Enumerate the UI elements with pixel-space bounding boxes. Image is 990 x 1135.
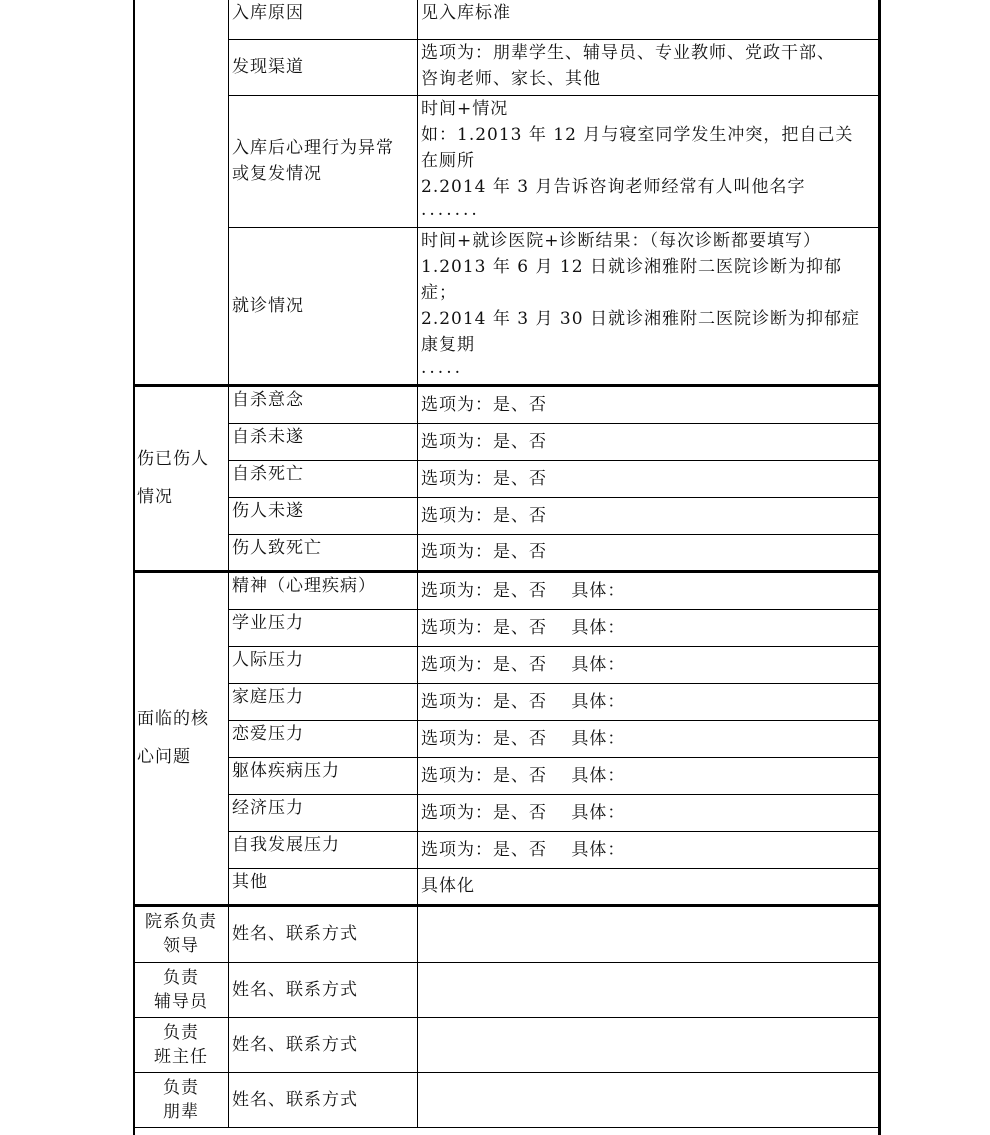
row-label: 伤人致死亡 (229, 534, 418, 571)
contact-value (418, 1017, 881, 1072)
table-row (134, 646, 881, 683)
row-label: 自杀未遂 (229, 423, 418, 460)
row-value: 具体化 (418, 868, 881, 905)
table-row (134, 423, 881, 460)
row-label: 恋爱压力 (229, 720, 418, 757)
role-cell: 院系负责 领导 (134, 905, 229, 962)
category-cell: 面临的核 心问题 (134, 571, 229, 905)
row-value: 时间+情况 如：1.2013 年 12 月与寝室同学发生冲突，把自己关 在厕所 2.2014 年 3 月告诉咨询老师经常有人叫他名字 ....... (418, 95, 881, 227)
table-row (134, 227, 881, 385)
row-label: 就诊情况 (229, 227, 418, 385)
table-row (134, 460, 881, 497)
row-value: 选项为：是、否 具体： (418, 831, 881, 868)
row-label: 姓名、联系方式 (229, 905, 418, 962)
table-row (134, 0, 881, 39)
row-label: 入库后心理行为异常 或复发情况 (229, 95, 418, 227)
row-value: 选项为：是、否 具体： (418, 720, 881, 757)
table-row (134, 39, 881, 95)
row-value: 见入库标准 (418, 0, 881, 39)
table-row (134, 385, 881, 423)
row-label: 自我发展压力 (229, 831, 418, 868)
row-value: 选项为：是、否 具体： (418, 609, 881, 646)
table-row (134, 962, 881, 1017)
row-label: 姓名、联系方式 (229, 962, 418, 1017)
table-row (134, 868, 881, 905)
row-value: 选项为：是、否 具体： (418, 757, 881, 794)
table-row (134, 1017, 881, 1072)
row-value: 选项为：是、否 (418, 534, 881, 571)
row-value: 选项为：是、否 具体： (418, 571, 881, 609)
row-label: 人际压力 (229, 646, 418, 683)
row-label: 精神（心理疾病） (229, 571, 418, 609)
table-row (134, 720, 881, 757)
row-value: 选项为：是、否 (418, 423, 881, 460)
row-label: 学业压力 (229, 609, 418, 646)
empty-category-cell (134, 0, 229, 385)
table-row (134, 683, 881, 720)
row-label: 发现渠道 (229, 39, 418, 95)
table-row (134, 609, 881, 646)
table-row (134, 794, 881, 831)
row-label: 经济压力 (229, 794, 418, 831)
row-label: 姓名、联系方式 (229, 1072, 418, 1127)
row-label: 躯体疾病压力 (229, 757, 418, 794)
category-cell: 伤已伤人 情况 (134, 385, 229, 571)
row-label: 自杀意念 (229, 385, 418, 423)
role-cell: 负责 朋辈 (134, 1072, 229, 1127)
table-row (134, 534, 881, 571)
table-row (134, 95, 881, 227)
table-row (134, 1072, 881, 1127)
row-value: 选项为：是、否 具体： (418, 794, 881, 831)
row-value: 选项为：是、否 (418, 460, 881, 497)
contact-value (418, 1072, 881, 1127)
table-row (134, 497, 881, 534)
role-cell: 负责 辅导员 (134, 962, 229, 1017)
row-label: 入库原因 (229, 0, 418, 39)
contact-value (418, 905, 881, 962)
row-value: 选项为：是、否 (418, 497, 881, 534)
table-row (134, 571, 881, 609)
table-row (134, 831, 881, 868)
row-value: 时间+就诊医院+诊断结果：（每次诊断都要填写） 1.2013 年 6 月 12 日就诊湘雅附二医院诊断为抑郁 症； 2.2014 年 3 月 30 日就诊湘雅附二医院诊断为抑郁症 康复期 ..... (418, 227, 881, 385)
table-row (134, 757, 881, 794)
row-value: 选项为：是、否 具体： (418, 683, 881, 720)
contact-value (418, 962, 881, 1017)
row-label: 伤人未遂 (229, 497, 418, 534)
row-value: 选项为：是、否 (418, 385, 881, 423)
row-value: 选项为：朋辈学生、辅导员、专业教师、党政干部、 咨询老师、家长、其他 (418, 39, 881, 95)
table-row (134, 905, 881, 962)
row-label: 其他 (229, 868, 418, 905)
row-label: 自杀死亡 (229, 460, 418, 497)
role-cell: 负责 班主任 (134, 1017, 229, 1072)
row-label: 家庭压力 (229, 683, 418, 720)
row-label: 姓名、联系方式 (229, 1017, 418, 1072)
student-record-form (133, 0, 881, 1128)
row-value: 选项为：是、否 具体： (418, 646, 881, 683)
